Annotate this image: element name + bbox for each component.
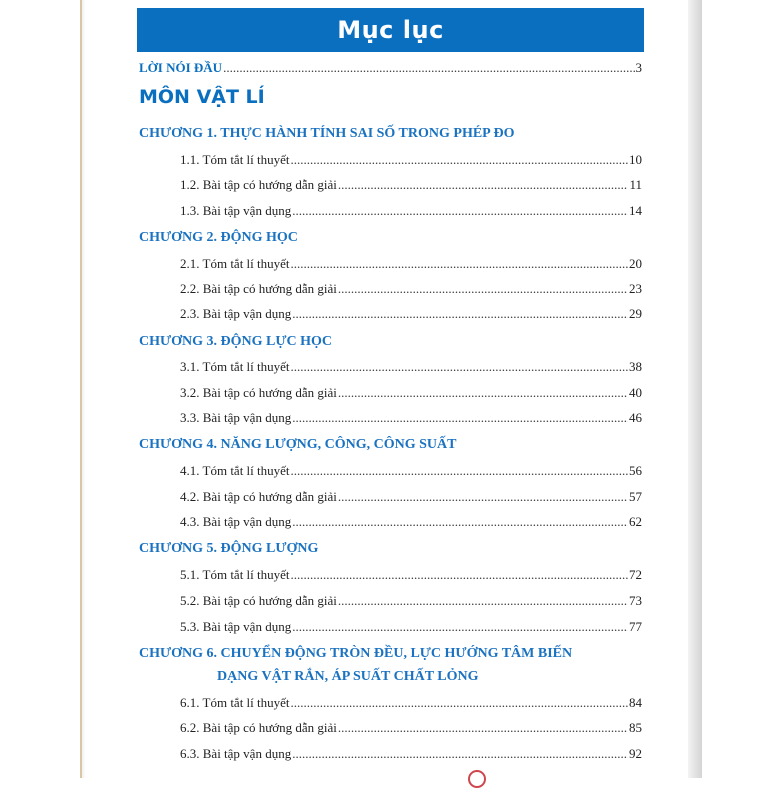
toc-entry[interactable]	[180, 619, 642, 635]
dot-leader	[291, 567, 628, 583]
dot-leader	[291, 463, 628, 479]
dot-leader	[338, 281, 628, 297]
entry-label: 3.2. Bài tập có hướng dẫn giải	[180, 385, 337, 400]
entry-page: 11	[629, 177, 642, 192]
entry-label: 1.1. Tóm tắt lí thuyết	[180, 152, 290, 167]
entry-label: 5.3. Bài tập vận dụng	[180, 619, 292, 634]
toc-entry[interactable]	[180, 410, 642, 426]
dot-leader	[292, 410, 628, 426]
entry-page: 57	[629, 489, 642, 504]
toc-foreword-entry[interactable]	[139, 60, 642, 76]
toc-entry[interactable]	[180, 281, 642, 297]
chapter-heading-continued[interactable]: DẠNG VẬT RẮN, ÁP SUẤT CHẤT LỎNG	[217, 669, 479, 684]
page-title: Mục lục	[337, 16, 444, 44]
entry-page: 46	[629, 410, 642, 425]
entry-label: 5.2. Bài tập có hướng dẫn giải	[180, 593, 337, 608]
toc-entry[interactable]	[180, 514, 642, 530]
entry-label: 6.2. Bài tập có hướng dẫn giải	[180, 720, 337, 735]
entry-page: 29	[629, 306, 642, 321]
dot-leader	[338, 177, 629, 193]
entry-page: 14	[629, 203, 642, 218]
chapter-heading[interactable]: CHƯƠNG 1. THỰC HÀNH TÍNH SAI SỐ TRONG PHÉP ĐO	[139, 126, 515, 141]
entry-page: 62	[629, 514, 642, 529]
dot-leader	[338, 593, 628, 609]
toc-entry[interactable]	[180, 385, 642, 401]
entry-label: LỜI NÓI ĐẦU	[139, 60, 223, 75]
dot-leader	[292, 203, 628, 219]
entry-page: 10	[629, 152, 642, 167]
entry-label: 2.2. Bài tập có hướng dẫn giải	[180, 281, 337, 296]
toc-entry[interactable]	[180, 720, 642, 736]
entry-label: 1.3. Bài tập vận dụng	[180, 203, 292, 218]
entry-page: 20	[629, 256, 642, 271]
page-spine	[80, 0, 82, 778]
entry-label: 2.3. Bài tập vận dụng	[180, 306, 292, 321]
chapter-heading[interactable]: CHƯƠNG 5. ĐỘNG LƯỢNG	[139, 541, 319, 556]
dot-leader	[292, 746, 628, 762]
dot-leader	[338, 385, 628, 401]
entry-label: 4.1. Tóm tắt lí thuyết	[180, 463, 290, 478]
entry-page: 40	[629, 385, 642, 400]
entry-page: 72	[629, 567, 642, 582]
title-banner	[137, 8, 644, 52]
entry-label: 6.3. Bài tập vận dụng	[180, 746, 292, 761]
toc-entry[interactable]	[180, 359, 642, 375]
chapter-heading[interactable]: CHƯƠNG 6. CHUYỂN ĐỘNG TRÒN ĐỀU, LỰC HƯỚNG TÂM BIẾN	[139, 646, 573, 661]
subject-heading: MÔN VẬT LÍ	[139, 86, 265, 108]
toc-entry[interactable]	[180, 567, 642, 583]
dot-leader	[338, 720, 628, 736]
entry-page: 73	[629, 593, 642, 608]
entry-label: 2.1. Tóm tắt lí thuyết	[180, 256, 290, 271]
page-edge	[688, 0, 702, 778]
toc-entry[interactable]	[180, 256, 642, 272]
entry-page: 3	[635, 60, 642, 75]
toc-entry[interactable]	[180, 152, 642, 168]
dot-leader	[291, 152, 628, 168]
entry-page: 38	[629, 359, 642, 374]
chapter-heading[interactable]: CHƯƠNG 2. ĐỘNG HỌC	[139, 230, 298, 245]
dot-leader	[291, 256, 628, 272]
chapter-heading[interactable]: CHƯƠNG 4. NĂNG LƯỢNG, CÔNG, CÔNG SUẤT	[139, 437, 457, 452]
toc-entry[interactable]	[180, 593, 642, 609]
entry-label: 4.3. Bài tập vận dụng	[180, 514, 292, 529]
entry-label: 6.1. Tóm tắt lí thuyết	[180, 695, 290, 710]
chapter-heading[interactable]: CHƯƠNG 3. ĐỘNG LỰC HỌC	[139, 334, 333, 349]
entry-label: 3.3. Bài tập vận dụng	[180, 410, 292, 425]
entry-page: 92	[629, 746, 642, 761]
toc-entry[interactable]	[180, 177, 642, 193]
publisher-logo-icon	[468, 770, 486, 788]
toc-entry[interactable]	[180, 489, 642, 505]
entry-page: 77	[629, 619, 642, 634]
dot-leader	[338, 489, 628, 505]
dot-leader	[292, 619, 628, 635]
dot-leader	[292, 306, 628, 322]
toc-entry[interactable]	[180, 746, 642, 762]
entry-page: 56	[629, 463, 642, 478]
entry-label: 1.2. Bài tập có hướng dẫn giải	[180, 177, 337, 192]
entry-page: 23	[629, 281, 642, 296]
toc-entry[interactable]	[180, 306, 642, 322]
entry-label: 3.1. Tóm tắt lí thuyết	[180, 359, 290, 374]
entry-page: 85	[629, 720, 642, 735]
dot-leader	[291, 359, 628, 375]
entry-label: 4.2. Bài tập có hướng dẫn giải	[180, 489, 337, 504]
entry-page: 84	[629, 695, 642, 710]
dot-leader	[292, 514, 628, 530]
entry-label: 5.1. Tóm tắt lí thuyết	[180, 567, 290, 582]
toc-entry[interactable]	[180, 203, 642, 219]
toc-entry[interactable]	[180, 695, 642, 711]
dot-leader	[291, 695, 628, 711]
toc-entry[interactable]	[180, 463, 642, 479]
dot-leader	[223, 60, 634, 76]
